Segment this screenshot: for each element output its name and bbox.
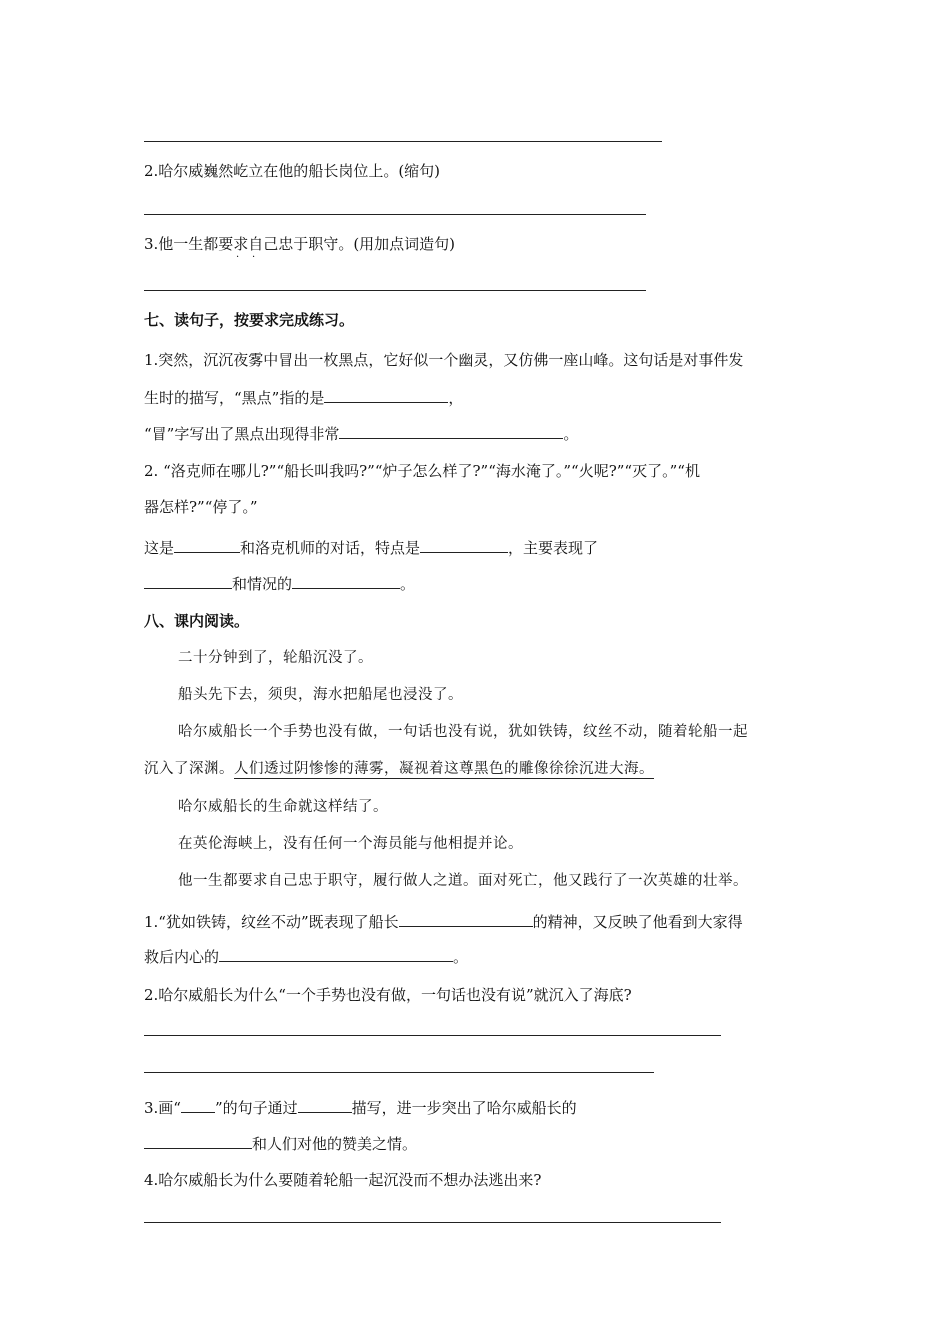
question-3: 3.他一生都要求自己忠于职守。(用加点词造句) xyxy=(144,235,456,253)
answer-line[interactable] xyxy=(144,290,646,291)
answer-line[interactable] xyxy=(144,1072,654,1073)
fill-blank[interactable] xyxy=(292,572,400,589)
sec8-q3-line1: 3.画“ ”的句子通过 描写，进一步突出了哈尔威船长的 xyxy=(144,1096,577,1118)
sec8-q2: 2.哈尔威船长为什么“一个手势也没有做，一句话也没有说”就沉入了海底? xyxy=(144,986,632,1004)
sec7-q1-line2: 生时的描写，“黑点”指的是 ， xyxy=(144,386,463,408)
section-7-heading: 七、读句子，按要求完成练习。 xyxy=(144,311,355,329)
sec7-q1-line3: “冒”字写出了黑点出现得非常 。 xyxy=(144,422,578,444)
passage-p3-line1: 哈尔威船长一个手势也没有做，一句话也没有说，犹如铁铸，纹丝不动，随着轮船一起 xyxy=(178,724,748,740)
answer-line[interactable] xyxy=(144,1222,721,1223)
fill-blank[interactable] xyxy=(420,536,508,553)
section-8-heading: 八、课内阅读。 xyxy=(144,612,250,630)
fill-blank[interactable] xyxy=(174,536,240,553)
sec7-q2-line3: 这是 和洛克机师的对话，特点是 ，主要表现了 xyxy=(144,536,598,558)
emphasis-dot: · xyxy=(236,252,240,263)
fill-blank[interactable] xyxy=(144,572,232,589)
question-2: 2.哈尔威巍然屹立在他的船长岗位上。(缩句) xyxy=(144,162,441,180)
passage-p3-line2: 沉入了深渊。人们透过阴惨惨的薄雾，凝视着这尊黑色的雕像徐徐沉进大海。 xyxy=(144,761,654,777)
fill-blank[interactable] xyxy=(399,910,533,927)
underline-sample xyxy=(181,1096,215,1113)
sec8-q1-line1: 1.“犹如铁铸，纹丝不动”既表现了船长 的精神，又反映了他看到大家得 xyxy=(144,910,743,932)
passage-p2: 船头先下去，须臾，海水把船尾也浸没了。 xyxy=(178,687,463,703)
underlined-sentence: 人们透过阴惨惨的薄雾，凝视着这尊黑色的雕像徐徐沉进大海。 xyxy=(234,761,654,777)
fill-blank[interactable] xyxy=(144,1132,252,1149)
fill-blank[interactable] xyxy=(219,945,453,962)
passage-p5: 在英伦海峡上，没有任何一个海员能与他相提并论。 xyxy=(178,836,523,852)
sec7-q2-line1: 2. “洛克师在哪儿?”“船长叫我吗?”“炉子怎么样了?”“海水淹了。”“火呢?”“灭了。”“机 xyxy=(144,462,700,480)
sec8-q3-line2: 和人们对他的赞美之情。 xyxy=(144,1132,417,1154)
answer-line[interactable] xyxy=(144,1035,721,1036)
fill-blank[interactable] xyxy=(298,1096,352,1113)
sec7-q1-line1: 1.突然，沉沉夜雾中冒出一枚黑点，它好似一个幽灵，又仿佛一座山峰。这句话是对事件发 xyxy=(144,351,744,369)
answer-line[interactable] xyxy=(144,141,662,142)
sec8-q4: 4.哈尔威船长为什么要随着轮船一起沉没而不想办法逃出来? xyxy=(144,1171,542,1189)
sec7-q2-line2: 器怎样?”“停了。” xyxy=(144,498,258,516)
sec8-q1-line2: 救后内心的 。 xyxy=(144,945,468,967)
fill-blank[interactable] xyxy=(324,386,448,403)
sec7-q2-line4: 和情况的 。 xyxy=(144,572,415,594)
emphasis-dot: · xyxy=(252,252,256,263)
passage-p6: 他一生都要求自己忠于职守，履行做人之道。面对死亡，他又践行了一次英雄的壮举。 xyxy=(178,873,748,889)
passage-p1: 二十分钟到了，轮船沉没了。 xyxy=(178,650,373,666)
answer-line[interactable] xyxy=(144,214,646,215)
fill-blank[interactable] xyxy=(339,422,563,439)
passage-p4: 哈尔威船长的生命就这样结了。 xyxy=(178,799,388,815)
